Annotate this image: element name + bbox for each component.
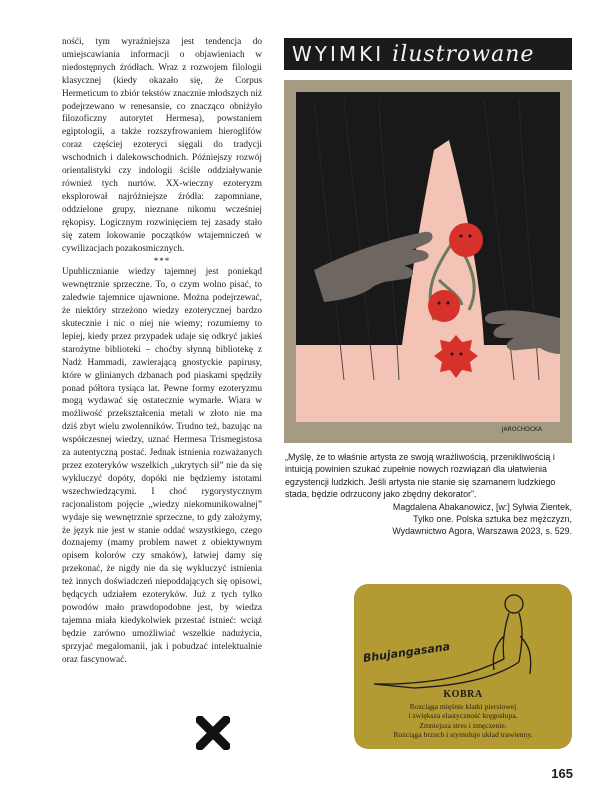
illustration-flower: [428, 290, 460, 322]
yoga-line: Zmniejsza stres i zmęczenie.: [419, 720, 507, 730]
quote-text: „Myślę, że to właśnie artysta ze swoją wrażliwością, przenikliwością i intuicją powinien szukać zupełnie nowych rozwiązań dla ułatwienia egzystencji ludzkich. Jeśli artysta nie stanie się szamanem ludzkiego stada, będzie odrzucony jako zbędny dekorator”.: [285, 452, 556, 500]
quote-source-line: Magdalena Abakanowicz, [w:] Sylwia Zientek,: [392, 502, 572, 512]
section-header-subtitle: ilustrowane: [392, 41, 535, 67]
illustration-flower: [434, 335, 478, 378]
page-number: 165: [551, 766, 573, 781]
illustration-flower: [449, 223, 483, 257]
article-paragraph: nośći, tym wyraźniejsza jest tendencja do umiejscawiania informacji o objawieniach w niedostępnych źródłach. Wraz z rozwojem filologii klasycznej (kiedy okazało się, że Corpus Hermeticum to zbiór tekstów znacznie młodszych niż podejrzewano w renesansie, co znacząco obniżyło filozoficzny autorytet Hermesa), powstaniem egiptologii, a także rozszyfrowaniem hieroglifów coraz częściej ezoteryci sięgali do tradycji wschodnich i dalekowschodnich. Późniejszy rozwój orientalistyki czy indologii ściśle oddziaływanie również tych nurtów. XX-wieczny ezoteryzm eksplorował najróżniejsze źródła: zapomniane, oddzielone grupy, nieznane nikomu wcześniej rękopisy. Logicznym rozwinięciem tej zasady stało się zatem lokowanie początków wtajemniczeń w cywilizacjach pozakosmicznych.: [62, 37, 262, 254]
illustration-signature: JAROCHOCKA: [501, 426, 542, 433]
quote-source: [350, 502, 572, 537]
yoga-description: [354, 690, 572, 740]
section-header-title: WYIMKI: [292, 42, 385, 66]
yoga-figure-icon: [354, 584, 572, 694]
yoga-line: Rozciąga brzuch i stymuluje układ trawienny.: [393, 730, 533, 740]
section-separator: ***: [153, 256, 171, 267]
yoga-pose-card: [354, 584, 572, 749]
yoga-pose-name: Bhujangasana: [362, 639, 451, 665]
quote-source-line: Wydawnictwo Agora, Warszawa 2023, s. 529.: [392, 525, 572, 536]
yoga-line: i zwiększa elastyczność kręgosłupa.: [408, 711, 518, 721]
yoga-pose-title: KOBRA: [443, 689, 483, 700]
illustration-curtain-art: [284, 80, 572, 443]
article-text-column: [62, 36, 262, 667]
section-header: [284, 38, 572, 70]
article-paragraph: Upublicznianie wiedzy tajemnej jest poniekąd wewnętrznie sprzeczne. To, o czym wolno pisać, to zaledwie tajemnice ujawnione. Można podejrzewać, że niektóry strzeżono wiedzy ezoterycznej bardzo skutecznie i nic o niej nie wiemy; rozumiemy to lepiej, kiedy przez przypadek udaje się odkryć jakieś starożytne biblioteki – choćby słynną bibliotekę z Nadż Hammadi, zawierającą gnostyckie papirusy, które w glinianych dzbanach pod piaskami spędziły ponad półtora tysiąca lat. Pewne formy ezoteryzmu mogą wydawać się ostatecznie wymarłe. Wiara w możliwość przekształcenia metali w złoto nie ma dziś zbyt wielu zwolenników. Trudno też, bazując na współczesnej wiedzy, uznać Hermesa Trismegistosa za autentyczną postać. Jednak istnienia rozważanych przez ezoteryków wszelkich „ukrytych sił” nie da się wykluczyć dopóty, dopóki nie będziemy istotami wszechwiedzącymi. I choć rygorystycznym racjonalistom pojęcie „wiedzy niekomunikowalnej” wydaje się wewnętrznie sprzeczne, to gdy założymy, że język nie jest w stanie oddać wszystkiego, czego doznajemy (mamy problem nawet z obiektywnym opisem kolorów czy smaków), łatwiej damy się przekonać, że nigdy nie da się wykluczyć istnienia też innych doświadczeń niepoddających się opisowi, będących udziałem ezoteryków. Już z tych tylko powodów mało prawdopodobne jest, by wiedza tajemna miała kiedykolwiek przestać istnieć: wciąż będzie zarówno umożliwiać wszelkie nadużycia, sprzyjać megalomanii, jak i pobudzać intelektualnie oraz fascynować.: [62, 267, 262, 665]
illustration-floor: [296, 345, 560, 422]
illustration: [284, 80, 572, 443]
yoga-line: Rozciąga mięśnie klatki piersiowej: [409, 701, 517, 711]
quote-source-line: Tylko one. Polska sztuka bez mężczyzn,: [413, 513, 572, 524]
close-x-icon: [196, 716, 230, 750]
